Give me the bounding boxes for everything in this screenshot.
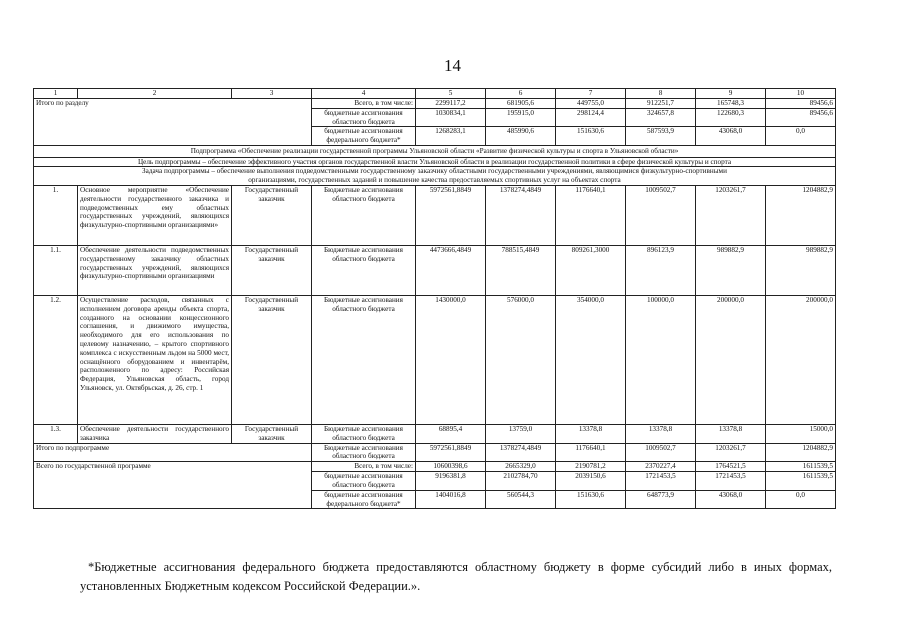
footnote: *Бюджетные ассигнования федерального бюджета предоставляются областному бюджету в форме субсидий либо в иных формах, установленных Бюджетным кодексом Российской Федерации.». (80, 560, 832, 594)
row-type: Бюджетные ассигнования областного бюджета (312, 186, 416, 246)
item-executor: Государственный заказчик (232, 296, 312, 425)
value-cell: 788515,4849 (486, 246, 556, 296)
row-type: бюджетные ассигнования федерального бюджета* (312, 127, 416, 146)
value-cell: 1204882,9 (766, 186, 836, 246)
value-cell: 15000,0 (766, 425, 836, 444)
value-cell: 2190781,2 (556, 462, 626, 472)
value-cell: 200000,0 (696, 296, 766, 425)
value-cell: 13378,8 (556, 425, 626, 444)
item-name: Осуществление расходов, связанных с исполнением договора аренды объекта спорта, созданного на основании концессионного соглашения, и движимого имущества, необходимого для его использования по целевому назначению, – крытого спортивного комплекса с искусственным льдом на 5000 мест, оснащённого оборудованием и инвентарём, расположенного по адресу: Российская Федерация, Ульяновская область, город Ульяновск, ул. Октябрьская, д. 26, стр. 1 (78, 296, 232, 425)
value-cell: 0,0 (766, 490, 836, 509)
value-cell: 1721453,5 (696, 472, 766, 491)
value-cell: 1204882,9 (766, 443, 836, 462)
value-cell: 5972561,8849 (416, 186, 486, 246)
header-cell: 2 (78, 89, 232, 99)
value-cell: 89456,6 (766, 98, 836, 108)
subprogram-total-label: Итого по подпрограмме (34, 443, 312, 462)
value-cell: 1176640,1 (556, 186, 626, 246)
value-cell: 2370227,4 (626, 462, 696, 472)
value-cell: 989882,9 (696, 246, 766, 296)
value-cell: 122680,3 (696, 108, 766, 127)
row-type: бюджетные ассигнования областного бюджета (312, 108, 416, 127)
value-cell: 43068,0 (696, 127, 766, 146)
value-cell: 4473666,4849 (416, 246, 486, 296)
item-number: 1.3. (34, 425, 78, 444)
row-type: Всего, в том числе: (312, 462, 416, 472)
table-row (34, 167, 836, 186)
header-cell: 9 (696, 89, 766, 99)
row-type: Бюджетные ассигнования областного бюджета (312, 246, 416, 296)
item-name: Обеспечение деятельности подведомственных государственному заказчику областных государственных учреждений, являющихся физкультурно-спортивными организациями (78, 246, 232, 296)
value-cell: 1030834,1 (416, 108, 486, 127)
page-number: 14 (444, 56, 461, 75)
header-cell: 4 (312, 89, 416, 99)
value-cell: 1378274,4849 (486, 186, 556, 246)
value-cell: 354000,0 (556, 296, 626, 425)
value-cell: 1203261,7 (696, 443, 766, 462)
row-type: бюджетные ассигнования федерального бюджета* (312, 490, 416, 509)
item-number: 1.1. (34, 246, 78, 296)
row-type: Всего, в том числе: (312, 98, 416, 108)
table-row (34, 145, 836, 157)
header-cell: 6 (486, 89, 556, 99)
value-cell: 1268283,1 (416, 127, 486, 146)
value-cell: 13378,8 (696, 425, 766, 444)
value-cell: 648773,9 (626, 490, 696, 509)
item-executor: Государственный заказчик (232, 246, 312, 296)
value-cell: 298124,4 (556, 108, 626, 127)
value-cell: 1009502,7 (626, 443, 696, 462)
value-cell: 9196381,8 (416, 472, 486, 491)
value-cell: 1764521,5 (696, 462, 766, 472)
value-cell: 449755,0 (556, 98, 626, 108)
value-cell: 0,0 (766, 127, 836, 146)
header-cell: 8 (626, 89, 696, 99)
row-type: бюджетные ассигнования областного бюджета (312, 472, 416, 491)
table-row (34, 296, 836, 425)
header-cell: 1 (34, 89, 78, 99)
value-cell: 1721453,5 (626, 472, 696, 491)
value-cell: 587593,9 (626, 127, 696, 146)
value-cell: 912251,7 (626, 98, 696, 108)
item-name: Обеспечение деятельности государственного заказчика (78, 425, 232, 444)
value-cell: 1378274,4849 (486, 443, 556, 462)
value-cell: 989882,9 (766, 246, 836, 296)
value-cell: 151630,6 (556, 127, 626, 146)
row-type: Бюджетные ассигнования областного бюджета (312, 296, 416, 425)
table-row (34, 246, 836, 296)
table-row (34, 462, 836, 472)
value-cell: 200000,0 (766, 296, 836, 425)
subprogram-task: Задача подпрограммы – обеспечение выполнения подведомственными государственному заказчику областными государственными учреждениями, являющимися физкультурно-спортивными организациями, государственных заданий и повышение качества предоставляемых спортивных услуг на объектах спорта (34, 167, 836, 186)
value-cell: 324657,8 (626, 108, 696, 127)
header-cell: 7 (556, 89, 626, 99)
value-cell: 1404016,8 (416, 490, 486, 509)
table-row (34, 425, 836, 444)
value-cell: 681905,6 (486, 98, 556, 108)
table-row (34, 98, 836, 108)
value-cell: 195915,0 (486, 108, 556, 127)
table-row (34, 157, 836, 167)
row-type: Бюджетные ассигнования областного бюджета (312, 425, 416, 444)
value-cell: 68895,4 (416, 425, 486, 444)
value-cell: 13759,0 (486, 425, 556, 444)
value-cell: 560544,3 (486, 490, 556, 509)
header-cell: 3 (232, 89, 312, 99)
value-cell: 10600398,6 (416, 462, 486, 472)
item-executor: Государственный заказчик (232, 425, 312, 444)
item-number: 1. (34, 186, 78, 246)
subprogram-goal: Цель подпрограммы – обеспечение эффективного участия органов государственной власти Ульяновской области в реализации государственной политики в сфере физической культуры и спорта (34, 157, 836, 167)
header-row (34, 89, 836, 99)
row-type: Бюджетные ассигнования областного бюджета (312, 443, 416, 462)
value-cell: 1611539,5 (766, 472, 836, 491)
value-cell: 1176640,1 (556, 443, 626, 462)
value-cell: 576000,0 (486, 296, 556, 425)
value-cell: 2102784,70 (486, 472, 556, 491)
value-cell: 13378,8 (626, 425, 696, 444)
header-cell: 10 (766, 89, 836, 99)
value-cell: 485990,6 (486, 127, 556, 146)
budget-table (33, 88, 836, 509)
subprogram-title: Подпрограмма «Обеспечение реализации государственной программы Ульяновской области «Развитие физической культуры и спорта в Ульяновской области» (34, 145, 836, 157)
value-cell: 43068,0 (696, 490, 766, 509)
value-cell: 100000,0 (626, 296, 696, 425)
item-executor: Государственный заказчик (232, 186, 312, 246)
table-row (34, 186, 836, 246)
value-cell: 151630,6 (556, 490, 626, 509)
value-cell: 2299117,2 (416, 98, 486, 108)
table-row (34, 443, 836, 462)
value-cell: 809261,3000 (556, 246, 626, 296)
value-cell: 5972561,8849 (416, 443, 486, 462)
value-cell: 896123,9 (626, 246, 696, 296)
value-cell: 1611539,5 (766, 462, 836, 472)
value-cell: 2039150,6 (556, 472, 626, 491)
value-cell: 2665329,0 (486, 462, 556, 472)
value-cell: 89456,6 (766, 108, 836, 127)
header-cell: 5 (416, 89, 486, 99)
item-name: Основное мероприятие «Обеспечение деятельности государственного заказчика и подведомственных ему областных государственных учреждений, являющихся физкультурно-спортивными организациями» (78, 186, 232, 246)
item-number: 1.2. (34, 296, 78, 425)
program-total-label: Всего по государственной программе (34, 462, 312, 509)
section-total-label: Итого по разделу (34, 98, 312, 145)
value-cell: 1203261,7 (696, 186, 766, 246)
value-cell: 1430000,0 (416, 296, 486, 425)
value-cell: 165748,3 (696, 98, 766, 108)
value-cell: 1009502,7 (626, 186, 696, 246)
